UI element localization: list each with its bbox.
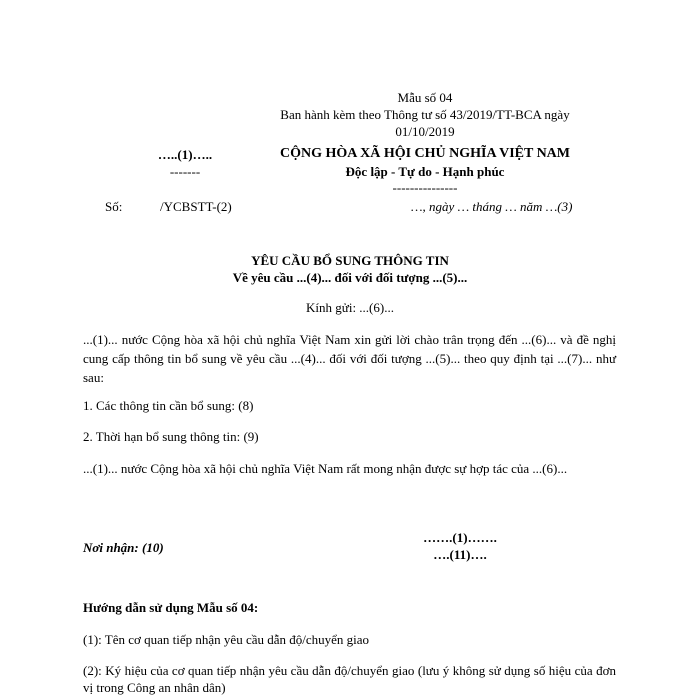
guide-note-1: (1): Tên cơ quan tiếp nhận yêu cầu dẫn độ/chuyển giao bbox=[83, 632, 370, 647]
document-subtitle: Về yêu cầu ...(4)... đối với đối tượng ...(5)... bbox=[232, 270, 468, 285]
guide-note-2: (2): Ký hiệu của cơ quan tiếp nhận yêu cầu dẫn độ/chuyển giao (lưu ý không sử dụng số hiệu của đơn vị trong Công an nhân dân) bbox=[83, 663, 616, 695]
agency-underline: ------- bbox=[169, 164, 201, 179]
closing-paragraph: ...(1)... nước Cộng hòa xã hội chủ nghĩa Việt Nam rất mong nhận được sự hợp tác của ...(6)... bbox=[83, 461, 568, 476]
issued-by-line: Ban hành kèm theo Thông tư số 43/2019/TT-BCA ngày bbox=[280, 107, 570, 122]
country-title: CỘNG HÒA XÃ HỘI CHỦ NGHĨA VIỆT NAM bbox=[279, 146, 570, 161]
agency-block bbox=[120, 146, 250, 180]
document-title: YÊU CẦU BỔ SUNG THÔNG TIN bbox=[251, 253, 449, 268]
doc-number-code: /YCBSTT-(2) bbox=[160, 199, 232, 214]
issued-date: 01/10/2019 bbox=[395, 124, 455, 139]
doc-number-label: Số: bbox=[105, 199, 123, 214]
signer-agency: …….(1)……. bbox=[423, 530, 497, 545]
list-item-info-needed: 1. Các thông tin cần bổ sung: (8) bbox=[83, 398, 254, 413]
form-header bbox=[270, 89, 580, 140]
place-and-date: …, ngày … tháng … năm …(3) bbox=[411, 199, 573, 214]
national-motto-block bbox=[260, 145, 590, 195]
signature-block bbox=[395, 529, 525, 563]
guide-heading: Hướng dẫn sử dụng Mẫu số 04: bbox=[83, 600, 259, 615]
document-title-block bbox=[150, 252, 550, 286]
recipients-label: Nơi nhận: (10) bbox=[83, 540, 164, 555]
addressee: Kính gửi: ...(6)... bbox=[306, 300, 394, 315]
intro-paragraph: ...(1)... nước Cộng hòa xã hội chủ nghĩa Việt Nam xin gửi lời chào trân trọng đến ...(6)... và đề nghị cung cấp thông tin bổ sung về yêu cầu ...(4)... đối với đối tượng ...(5)... theo quy định tại ...(7)... như sau: bbox=[83, 332, 616, 385]
motto: Độc lập - Tự do - Hạnh phúc bbox=[345, 164, 505, 179]
list-item-deadline: 2. Thời hạn bổ sung thông tin: (9) bbox=[83, 429, 259, 444]
motto-underline: --------------- bbox=[392, 180, 458, 195]
signer-name: ….(11)…. bbox=[433, 547, 487, 562]
agency-name: …..(1)….. bbox=[157, 147, 213, 162]
form-number: Mẫu số 04 bbox=[397, 90, 453, 105]
